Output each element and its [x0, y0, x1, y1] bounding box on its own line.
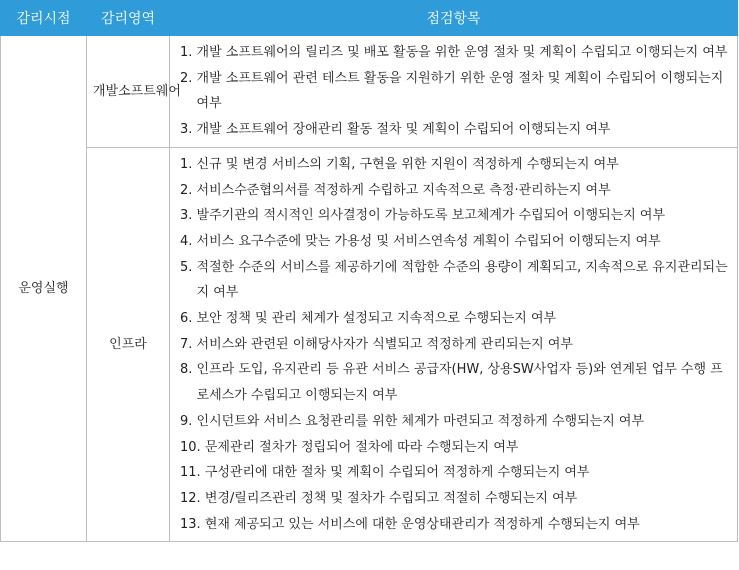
item-number: 3. [180, 122, 197, 138]
header-row [1, 1, 738, 36]
area-cell-infra [87, 147, 170, 542]
list-item [180, 409, 731, 435]
area-label-software: 개발소프트웨어 [93, 83, 181, 99]
item-text: 서비스 요구수준에 맞는 가용성 및 서비스연속성 계획이 수립되어 이행되는지 여부 [196, 233, 661, 249]
item-text: 변경/릴리즈관리 정책 및 절차가 수립되고 적절히 수행되는지 여부 [204, 490, 578, 506]
item-number: 2. [180, 182, 197, 198]
item-text: 서비스수준협의서를 적정하게 수립하고 지속적으로 측정·관리하는지 여부 [196, 182, 611, 198]
timepoint-label: 운영실행 [18, 281, 69, 297]
list-item [180, 306, 731, 332]
section-row-software [1, 36, 738, 148]
list-item [180, 512, 731, 538]
item-text: 서비스와 관련된 이해당사자가 식별되고 적정하게 관리되는지 여부 [196, 336, 573, 352]
item-text: 개발 소프트웨어 장애관리 활동 절차 및 계획이 수립되어 이행되는지 여부 [196, 122, 611, 138]
list-item [180, 255, 731, 306]
item-number: 1. [180, 45, 197, 60]
item-text: 보안 정책 및 관리 체계가 설정되고 지속적으로 수행되는지 여부 [196, 311, 557, 327]
item-text: 적절한 수준의 서비스를 제공하기에 적합한 수준의 용량이 계획되고, 지속적으로 유지관리되는지 여부 [196, 259, 728, 301]
list-item [180, 332, 731, 358]
list-item [180, 435, 731, 461]
item-text: 인프라 도입, 유지관리 등 유관 서비스 공급자(HW, 상용SW사업자 등)와 연계된 업무 수행 프로세스가 수립되고 이행되는지 여부 [196, 362, 723, 404]
item-number: 3. [180, 208, 197, 224]
item-text: 개발 소프트웨어의 릴리즈 및 배포 활동을 위한 운영 절차 및 계획이 수립되고 이행되는지 여부 [196, 45, 728, 60]
item-number: 5. [180, 259, 197, 275]
header-checkitems: 점검항목 [170, 1, 738, 36]
list-item [180, 229, 731, 255]
list-item [180, 117, 731, 143]
list-item [180, 486, 731, 512]
list-item [180, 152, 731, 178]
list-item [180, 40, 731, 66]
section-row-infra [1, 147, 738, 542]
area-cell-software [87, 36, 181, 148]
list-item [180, 66, 731, 117]
item-number: 9. [180, 413, 197, 429]
list-item [180, 178, 731, 204]
timepoint-cell [1, 36, 87, 542]
list-item [180, 357, 731, 408]
item-number: 2. [180, 70, 197, 86]
item-number: 4. [180, 233, 197, 249]
item-number: 13. [180, 516, 205, 532]
item-number: 12. [180, 490, 205, 506]
area-label-infra: 인프라 [109, 337, 147, 353]
item-number: 11. [180, 465, 205, 481]
item-text: 발주기관의 적시적인 의사결정이 가능하도록 보고체계가 수립되어 이행되는지 여부 [196, 208, 666, 224]
header-area: 감리영역 [87, 1, 170, 36]
item-text: 인시던트와 서비스 요청관리를 위한 체계가 마련되고 적정하게 수행되는지 여부 [196, 413, 645, 429]
item-text: 현재 제공되고 있는 서비스에 대한 운영상태관리가 적정하게 수행되는지 여부 [204, 516, 640, 532]
item-number: 10. [180, 439, 205, 455]
item-text: 문제관리 절차가 정립되어 절차에 따라 수행되는지 여부 [204, 439, 519, 455]
list-item [180, 460, 731, 486]
item-number: 6. [180, 311, 197, 327]
item-text: 개발 소프트웨어 관련 테스트 활동을 지원하기 위한 운영 절차 및 계획이 수립되어 이행되는지 여부 [196, 70, 724, 112]
item-text: 신규 및 변경 서비스의 기획, 구현을 위한 지원이 적정하게 수행되는지 여부 [196, 156, 619, 172]
header-timepoint: 감리시점 [1, 1, 87, 36]
item-text: 구성관리에 대한 절차 및 계획이 수립되어 적정하게 수행되는지 여부 [204, 465, 590, 481]
list-item [180, 203, 731, 229]
items-cell-infra [170, 147, 738, 542]
item-number: 8. [180, 362, 197, 378]
item-number: 1. [180, 156, 197, 172]
item-number: 7. [180, 336, 197, 352]
items-cell-software [170, 36, 738, 148]
